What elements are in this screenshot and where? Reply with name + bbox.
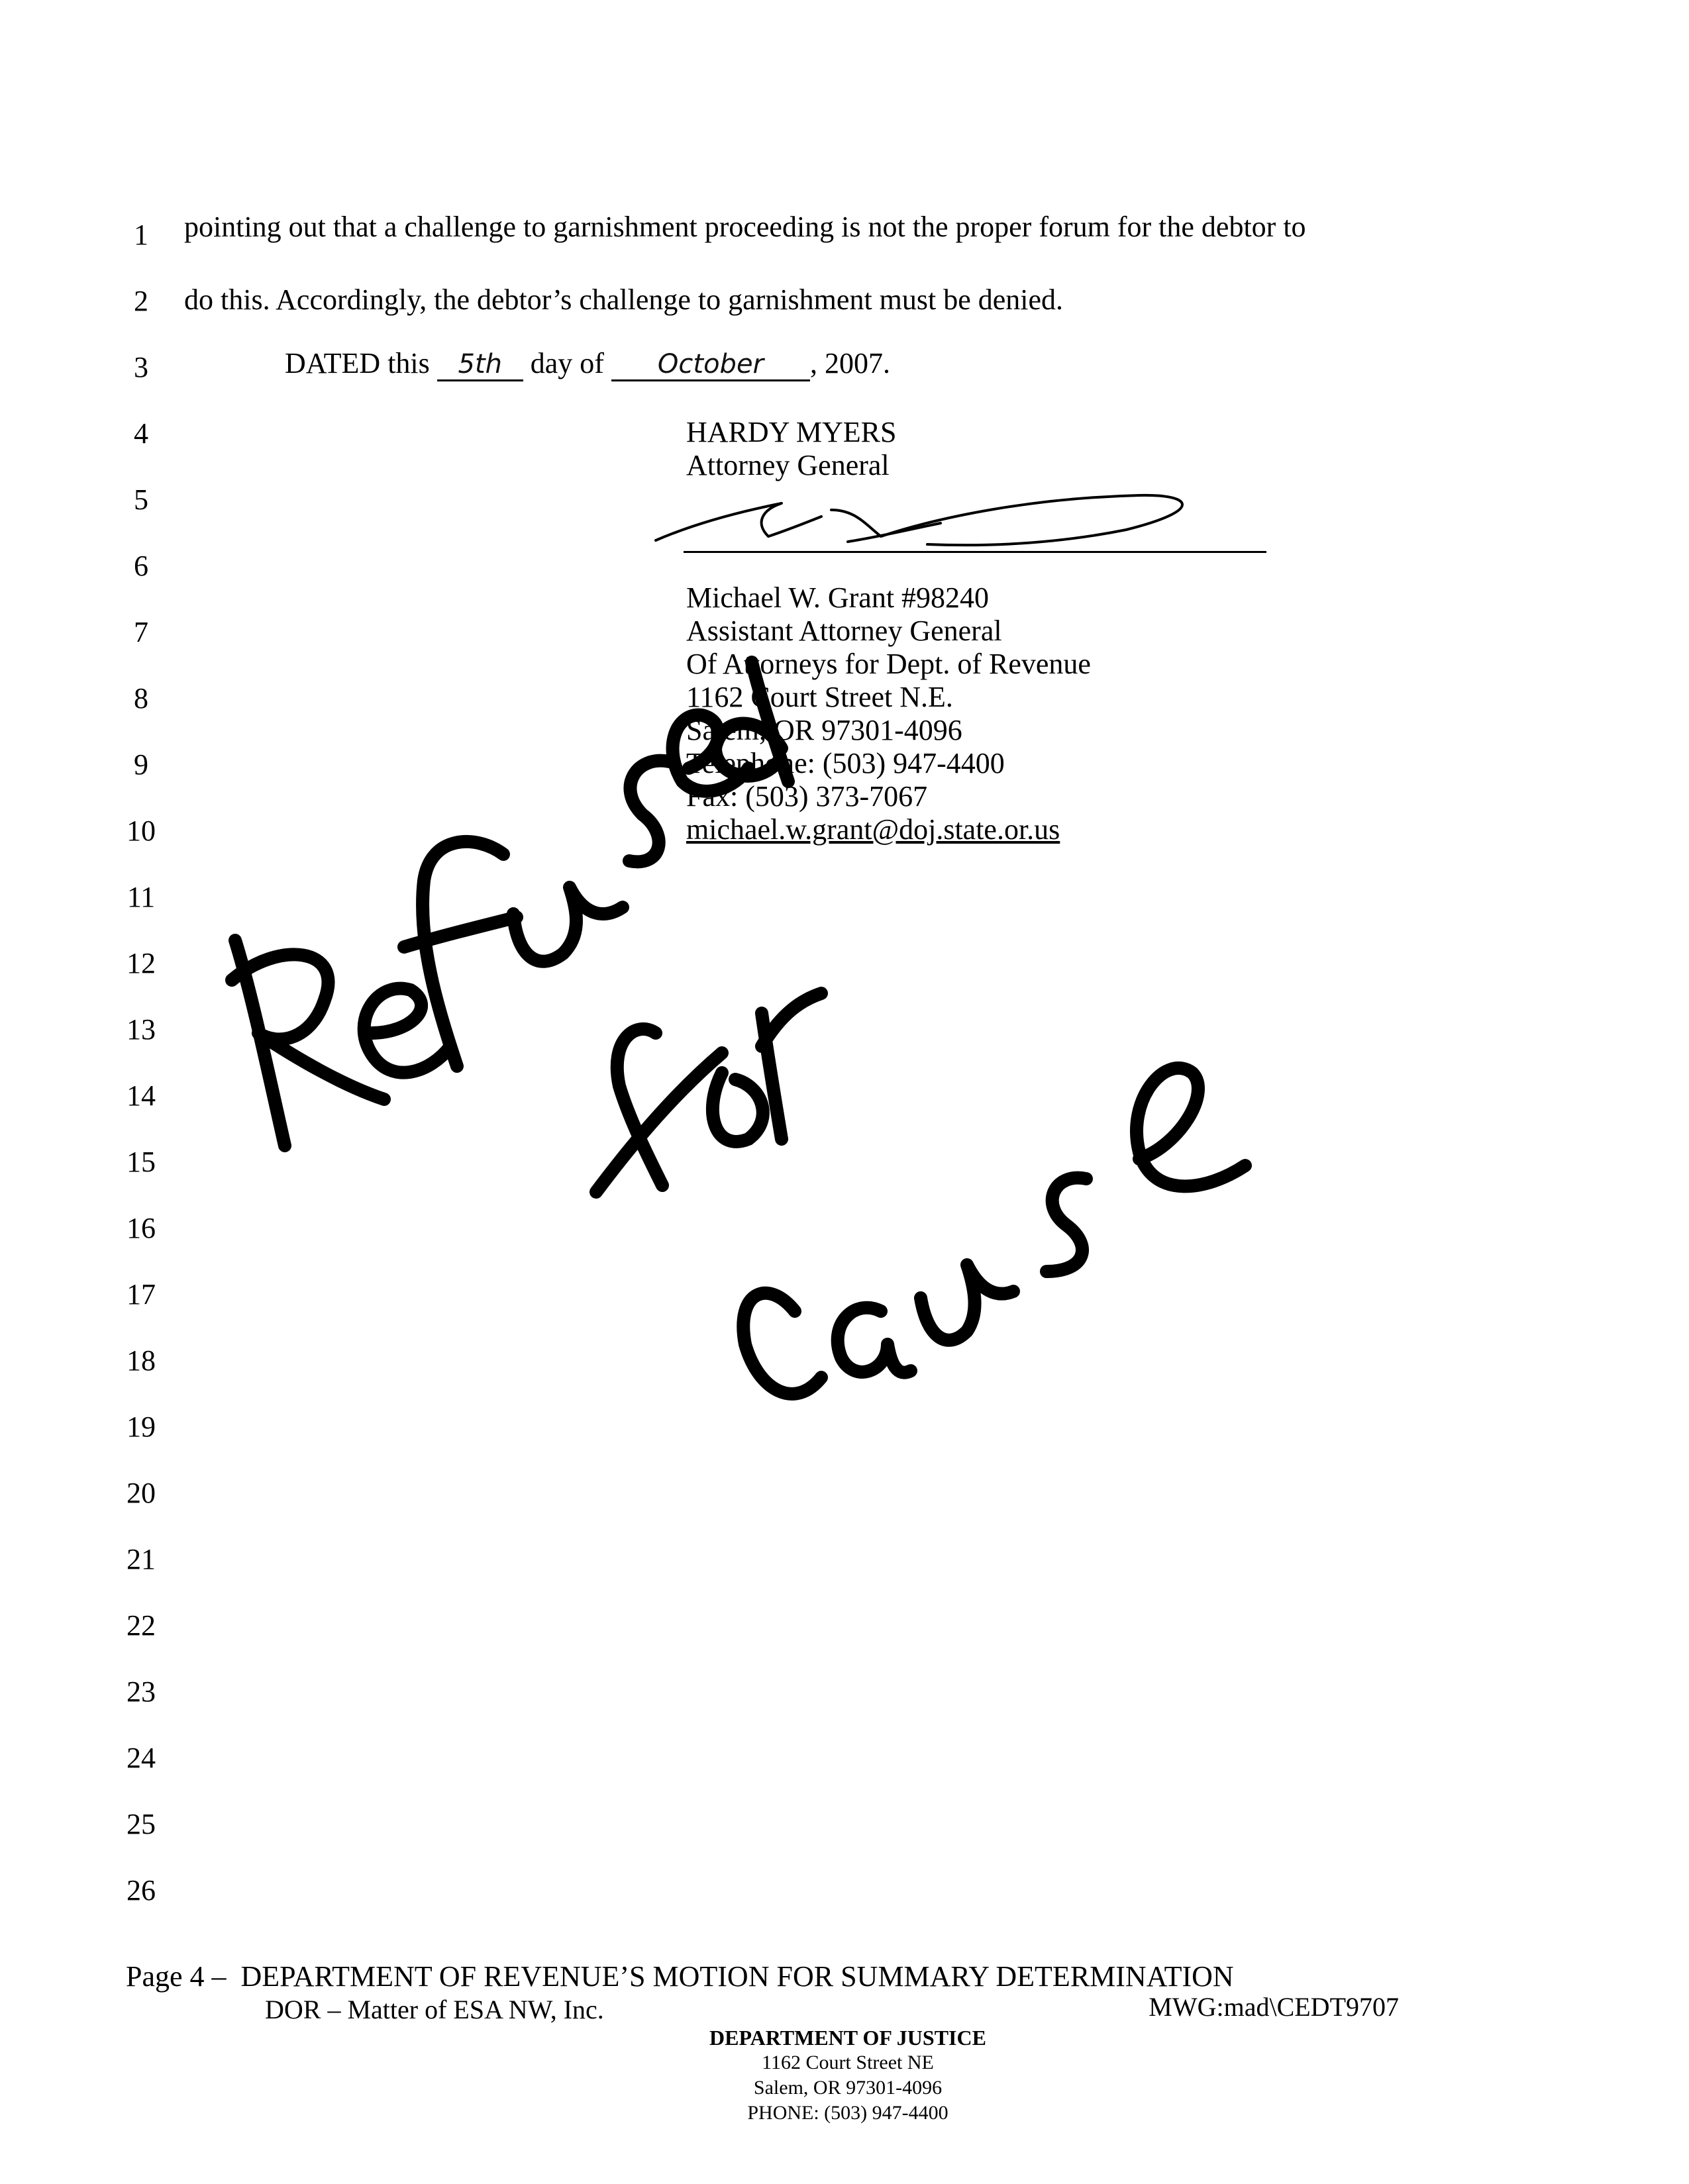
line-number: 7: [134, 616, 148, 648]
line-number: 16: [127, 1212, 156, 1244]
line-number: 22: [127, 1609, 156, 1642]
dated-middle: day of: [530, 347, 604, 379]
body-line-2: do this. Accordingly, the debtor’s challenge to garnishment must be denied.: [184, 283, 1064, 316]
stamp-letter-c: [743, 1293, 821, 1394]
line-number: 6: [134, 550, 148, 582]
stamp-letter-a: [838, 1308, 911, 1373]
dated-suffix: , 2007.: [809, 347, 890, 379]
line-number: 24: [127, 1742, 156, 1774]
dated-month-handwritten: October: [611, 349, 810, 381]
footer-page-label: Page 4 –: [126, 1960, 227, 1993]
stamp-letter-fo: [596, 1029, 763, 1192]
line-number: 11: [127, 881, 156, 913]
signer-fax: Fax: (503) 373-7067: [686, 780, 928, 813]
signature-rule: [684, 551, 1266, 553]
footer-office-block: [596, 2025, 1100, 2126]
line-number: 9: [134, 748, 148, 781]
line-number: 19: [127, 1411, 156, 1443]
attorney-general-title: Attorney General: [686, 449, 890, 481]
line-number: 5: [134, 483, 148, 516]
dated-day-handwritten: 5th: [437, 349, 523, 381]
signer-title: Assistant Attorney General: [686, 615, 1002, 647]
footer-doc-title: DEPARTMENT OF REVENUE’S MOTION FOR SUMMARY DETERMINATION: [240, 1960, 1234, 1993]
stamp-letter-r: [232, 940, 384, 1146]
line-number: 13: [127, 1013, 156, 1046]
line-number: 26: [127, 1874, 156, 1907]
stamp-letter-s2: [1047, 1178, 1086, 1271]
stamp-letter-e3: [1137, 1068, 1245, 1186]
footer-title-line: [126, 1960, 1234, 1993]
dated-prefix: DATED this: [285, 347, 430, 379]
line-number: 10: [127, 815, 156, 847]
signer-email: michael.w.grant@doj.state.or.us: [686, 813, 1060, 846]
signer-telephone: Telephone: (503) 947-4400: [686, 747, 1005, 779]
line-number: 3: [134, 351, 148, 383]
stamp-letter-e: [364, 989, 450, 1073]
line-number: 23: [127, 1675, 156, 1708]
footer-ref-code: MWG:mad\CEDT9707: [1149, 1992, 1399, 2022]
line-number: 20: [127, 1477, 156, 1509]
signer-address: 1162 Court Street N.E.: [686, 681, 953, 713]
footer-matter: DOR – Matter of ESA NW, Inc.: [265, 1995, 604, 2024]
stamp-letter-u2: [921, 1265, 1013, 1340]
footer-office-phone: PHONE: (503) 947-4400: [747, 2102, 948, 2124]
signature-block: [686, 416, 1091, 846]
line-number: 21: [127, 1543, 156, 1575]
line-number: 8: [134, 682, 148, 715]
footer-office-address: 1162 Court Street NE: [762, 2052, 934, 2073]
footer-office: DEPARTMENT OF JUSTICE: [709, 2026, 986, 2050]
dated-line: [285, 347, 890, 381]
line-number: 12: [127, 947, 156, 979]
body-line-1: pointing out that a challenge to garnishment proceeding is not the proper forum for the debtor to: [184, 211, 1306, 243]
stamp-letter-r2: [762, 993, 821, 1139]
stamp-letter-s: [629, 761, 669, 862]
line-number: 2: [134, 285, 148, 317]
signer-name: Michael W. Grant #98240: [686, 581, 990, 614]
line-number: 25: [127, 1808, 156, 1840]
signer-city: Salem, OR 97301-4096: [686, 714, 962, 746]
line-number: 15: [127, 1146, 156, 1178]
line-number: 14: [127, 1079, 156, 1112]
attorney-general-name: HARDY MYERS: [686, 416, 897, 448]
stamp-letter-f: [404, 842, 517, 1066]
line-number: 18: [127, 1344, 156, 1377]
line-number: 1: [134, 219, 148, 251]
line-number: 4: [134, 417, 148, 450]
signer-of-attorneys: Of Attorneys for Dept. of Revenue: [686, 648, 1091, 680]
footer-office-city: Salem, OR 97301-4096: [753, 2077, 943, 2099]
stamp-letter-u: [513, 887, 623, 962]
line-number: 17: [127, 1278, 156, 1311]
